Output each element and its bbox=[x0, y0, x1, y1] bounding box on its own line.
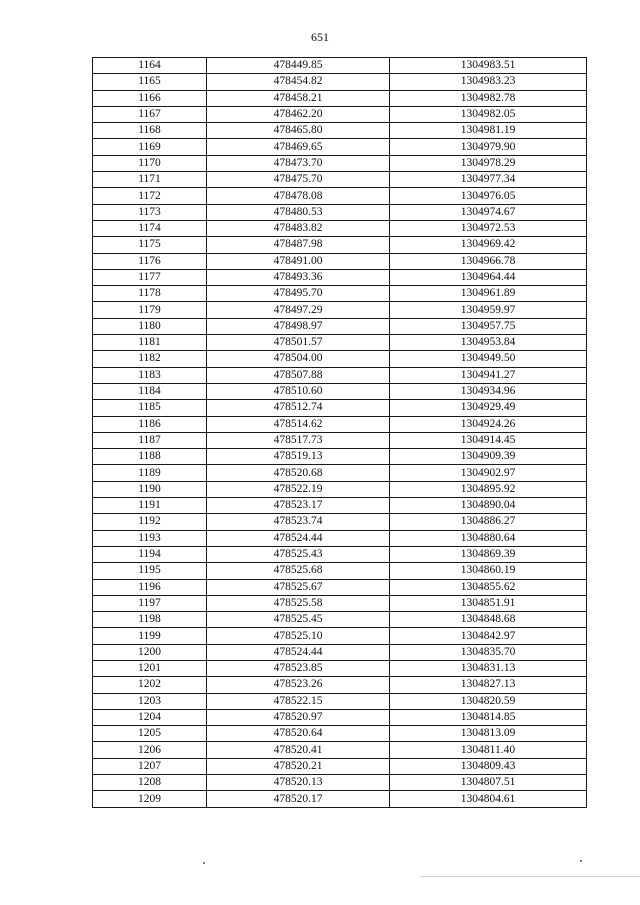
x-coordinate-cell: 478520.64 bbox=[207, 726, 390, 742]
x-coordinate-cell: 478514.62 bbox=[207, 416, 390, 432]
point-number-cell: 1176 bbox=[93, 253, 207, 269]
x-coordinate-cell: 478469.65 bbox=[207, 139, 390, 155]
x-coordinate-cell: 478449.85 bbox=[207, 58, 390, 74]
point-number-cell: 1184 bbox=[93, 383, 207, 399]
point-number-cell: 1197 bbox=[93, 595, 207, 611]
y-coordinate-cell: 1304869.39 bbox=[390, 546, 587, 562]
coordinates-table-body bbox=[93, 58, 587, 808]
x-coordinate-cell: 478487.98 bbox=[207, 237, 390, 253]
point-number-cell: 1168 bbox=[93, 123, 207, 139]
point-number-cell: 1189 bbox=[93, 465, 207, 481]
y-coordinate-cell: 1304959.97 bbox=[390, 302, 587, 318]
point-number-cell: 1170 bbox=[93, 155, 207, 171]
scan-edge-line bbox=[420, 876, 640, 877]
x-coordinate-cell: 478522.15 bbox=[207, 693, 390, 709]
table-row bbox=[93, 432, 587, 448]
point-number-cell: 1209 bbox=[93, 791, 207, 807]
point-number-cell: 1177 bbox=[93, 269, 207, 285]
y-coordinate-cell: 1304983.23 bbox=[390, 74, 587, 90]
table-row bbox=[93, 155, 587, 171]
point-number-cell: 1199 bbox=[93, 628, 207, 644]
y-coordinate-cell: 1304969.42 bbox=[390, 237, 587, 253]
y-coordinate-cell: 1304957.75 bbox=[390, 318, 587, 334]
x-coordinate-cell: 478523.26 bbox=[207, 677, 390, 693]
x-coordinate-cell: 478504.00 bbox=[207, 351, 390, 367]
y-coordinate-cell: 1304979.90 bbox=[390, 139, 587, 155]
y-coordinate-cell: 1304886.27 bbox=[390, 514, 587, 530]
x-coordinate-cell: 478525.43 bbox=[207, 546, 390, 562]
y-coordinate-cell: 1304804.61 bbox=[390, 791, 587, 807]
y-coordinate-cell: 1304964.44 bbox=[390, 269, 587, 285]
x-coordinate-cell: 478465.80 bbox=[207, 123, 390, 139]
table-row bbox=[93, 481, 587, 497]
table-row bbox=[93, 465, 587, 481]
point-number-cell: 1191 bbox=[93, 498, 207, 514]
y-coordinate-cell: 1304982.78 bbox=[390, 90, 587, 106]
table-row bbox=[93, 204, 587, 220]
y-coordinate-cell: 1304977.34 bbox=[390, 172, 587, 188]
x-coordinate-cell: 478525.10 bbox=[207, 628, 390, 644]
table-row bbox=[93, 302, 587, 318]
x-coordinate-cell: 478520.21 bbox=[207, 758, 390, 774]
point-number-cell: 1194 bbox=[93, 546, 207, 562]
table-row bbox=[93, 628, 587, 644]
y-coordinate-cell: 1304851.91 bbox=[390, 595, 587, 611]
y-coordinate-cell: 1304982.05 bbox=[390, 106, 587, 122]
x-coordinate-cell: 478520.13 bbox=[207, 775, 390, 791]
table-row bbox=[93, 123, 587, 139]
x-coordinate-cell: 478480.53 bbox=[207, 204, 390, 220]
table-row bbox=[93, 758, 587, 774]
x-coordinate-cell: 478458.21 bbox=[207, 90, 390, 106]
table-row bbox=[93, 286, 587, 302]
x-coordinate-cell: 478520.68 bbox=[207, 465, 390, 481]
point-number-cell: 1193 bbox=[93, 530, 207, 546]
point-number-cell: 1198 bbox=[93, 612, 207, 628]
x-coordinate-cell: 478501.57 bbox=[207, 335, 390, 351]
x-coordinate-cell: 478524.44 bbox=[207, 530, 390, 546]
table-row bbox=[93, 775, 587, 791]
table-row bbox=[93, 677, 587, 693]
y-coordinate-cell: 1304811.40 bbox=[390, 742, 587, 758]
y-coordinate-cell: 1304949.50 bbox=[390, 351, 587, 367]
table-row bbox=[93, 579, 587, 595]
point-number-cell: 1183 bbox=[93, 367, 207, 383]
y-coordinate-cell: 1304974.67 bbox=[390, 204, 587, 220]
x-coordinate-cell: 478523.74 bbox=[207, 514, 390, 530]
x-coordinate-cell: 478507.88 bbox=[207, 367, 390, 383]
y-coordinate-cell: 1304855.62 bbox=[390, 579, 587, 595]
table-row bbox=[93, 595, 587, 611]
point-number-cell: 1208 bbox=[93, 775, 207, 791]
x-coordinate-cell: 478517.73 bbox=[207, 432, 390, 448]
x-coordinate-cell: 478524.44 bbox=[207, 644, 390, 660]
point-number-cell: 1164 bbox=[93, 58, 207, 74]
point-number-cell: 1174 bbox=[93, 220, 207, 236]
y-coordinate-cell: 1304961.89 bbox=[390, 286, 587, 302]
x-coordinate-cell: 478491.00 bbox=[207, 253, 390, 269]
table-row bbox=[93, 253, 587, 269]
point-number-cell: 1181 bbox=[93, 335, 207, 351]
point-number-cell: 1180 bbox=[93, 318, 207, 334]
y-coordinate-cell: 1304848.68 bbox=[390, 612, 587, 628]
point-number-cell: 1187 bbox=[93, 432, 207, 448]
x-coordinate-cell: 478473.70 bbox=[207, 155, 390, 171]
y-coordinate-cell: 1304902.97 bbox=[390, 465, 587, 481]
y-coordinate-cell: 1304813.09 bbox=[390, 726, 587, 742]
point-number-cell: 1188 bbox=[93, 449, 207, 465]
x-coordinate-cell: 478462.20 bbox=[207, 106, 390, 122]
point-number-cell: 1195 bbox=[93, 563, 207, 579]
y-coordinate-cell: 1304934.96 bbox=[390, 383, 587, 399]
table-row bbox=[93, 449, 587, 465]
scan-artifact-dot bbox=[580, 860, 582, 862]
table-row bbox=[93, 335, 587, 351]
x-coordinate-cell: 478525.45 bbox=[207, 612, 390, 628]
x-coordinate-cell: 478497.29 bbox=[207, 302, 390, 318]
table-row bbox=[93, 351, 587, 367]
y-coordinate-cell: 1304860.19 bbox=[390, 563, 587, 579]
y-coordinate-cell: 1304929.49 bbox=[390, 400, 587, 416]
point-number-cell: 1192 bbox=[93, 514, 207, 530]
y-coordinate-cell: 1304827.13 bbox=[390, 677, 587, 693]
point-number-cell: 1167 bbox=[93, 106, 207, 122]
table-row bbox=[93, 546, 587, 562]
y-coordinate-cell: 1304941.27 bbox=[390, 367, 587, 383]
table-row bbox=[93, 367, 587, 383]
y-coordinate-cell: 1304981.19 bbox=[390, 123, 587, 139]
table-row bbox=[93, 563, 587, 579]
table-row bbox=[93, 318, 587, 334]
table-row bbox=[93, 58, 587, 74]
table-row bbox=[93, 726, 587, 742]
point-number-cell: 1175 bbox=[93, 237, 207, 253]
y-coordinate-cell: 1304831.13 bbox=[390, 660, 587, 676]
y-coordinate-cell: 1304835.70 bbox=[390, 644, 587, 660]
x-coordinate-cell: 478523.17 bbox=[207, 498, 390, 514]
point-number-cell: 1165 bbox=[93, 74, 207, 90]
x-coordinate-cell: 478510.60 bbox=[207, 383, 390, 399]
y-coordinate-cell: 1304972.53 bbox=[390, 220, 587, 236]
x-coordinate-cell: 478495.70 bbox=[207, 286, 390, 302]
x-coordinate-cell: 478520.17 bbox=[207, 791, 390, 807]
table-row bbox=[93, 660, 587, 676]
table-row bbox=[93, 188, 587, 204]
x-coordinate-cell: 478454.82 bbox=[207, 74, 390, 90]
table-row bbox=[93, 514, 587, 530]
x-coordinate-cell: 478520.97 bbox=[207, 709, 390, 725]
point-number-cell: 1190 bbox=[93, 481, 207, 497]
table-row bbox=[93, 106, 587, 122]
y-coordinate-cell: 1304924.26 bbox=[390, 416, 587, 432]
table-row bbox=[93, 172, 587, 188]
point-number-cell: 1178 bbox=[93, 286, 207, 302]
point-number-cell: 1172 bbox=[93, 188, 207, 204]
x-coordinate-cell: 478523.85 bbox=[207, 660, 390, 676]
x-coordinate-cell: 478478.08 bbox=[207, 188, 390, 204]
point-number-cell: 1196 bbox=[93, 579, 207, 595]
table-row bbox=[93, 791, 587, 807]
table-row bbox=[93, 220, 587, 236]
table-row bbox=[93, 269, 587, 285]
y-coordinate-cell: 1304966.78 bbox=[390, 253, 587, 269]
table-row bbox=[93, 237, 587, 253]
y-coordinate-cell: 1304895.92 bbox=[390, 481, 587, 497]
table-row bbox=[93, 612, 587, 628]
y-coordinate-cell: 1304809.43 bbox=[390, 758, 587, 774]
point-number-cell: 1205 bbox=[93, 726, 207, 742]
x-coordinate-cell: 478493.36 bbox=[207, 269, 390, 285]
point-number-cell: 1204 bbox=[93, 709, 207, 725]
y-coordinate-cell: 1304976.05 bbox=[390, 188, 587, 204]
point-number-cell: 1182 bbox=[93, 351, 207, 367]
scan-artifact-dot bbox=[203, 862, 205, 864]
coordinates-table bbox=[92, 57, 587, 808]
point-number-cell: 1186 bbox=[93, 416, 207, 432]
table-row bbox=[93, 400, 587, 416]
table-row bbox=[93, 709, 587, 725]
table-row bbox=[93, 416, 587, 432]
table-row bbox=[93, 139, 587, 155]
x-coordinate-cell: 478483.82 bbox=[207, 220, 390, 236]
table-row bbox=[93, 74, 587, 90]
table-row bbox=[93, 90, 587, 106]
point-number-cell: 1166 bbox=[93, 90, 207, 106]
table-row bbox=[93, 383, 587, 399]
point-number-cell: 1200 bbox=[93, 644, 207, 660]
page-number: 651 bbox=[311, 30, 329, 44]
y-coordinate-cell: 1304880.64 bbox=[390, 530, 587, 546]
y-coordinate-cell: 1304983.51 bbox=[390, 58, 587, 74]
y-coordinate-cell: 1304953.84 bbox=[390, 335, 587, 351]
point-number-cell: 1171 bbox=[93, 172, 207, 188]
table-row bbox=[93, 693, 587, 709]
y-coordinate-cell: 1304890.04 bbox=[390, 498, 587, 514]
y-coordinate-cell: 1304842.97 bbox=[390, 628, 587, 644]
table-row bbox=[93, 644, 587, 660]
y-coordinate-cell: 1304909.39 bbox=[390, 449, 587, 465]
x-coordinate-cell: 478475.70 bbox=[207, 172, 390, 188]
x-coordinate-cell: 478498.97 bbox=[207, 318, 390, 334]
x-coordinate-cell: 478522.19 bbox=[207, 481, 390, 497]
x-coordinate-cell: 478519.13 bbox=[207, 449, 390, 465]
table-row bbox=[93, 498, 587, 514]
point-number-cell: 1185 bbox=[93, 400, 207, 416]
point-number-cell: 1207 bbox=[93, 758, 207, 774]
y-coordinate-cell: 1304814.85 bbox=[390, 709, 587, 725]
point-number-cell: 1206 bbox=[93, 742, 207, 758]
x-coordinate-cell: 478512.74 bbox=[207, 400, 390, 416]
table-row bbox=[93, 742, 587, 758]
point-number-cell: 1201 bbox=[93, 660, 207, 676]
y-coordinate-cell: 1304978.29 bbox=[390, 155, 587, 171]
point-number-cell: 1179 bbox=[93, 302, 207, 318]
x-coordinate-cell: 478525.67 bbox=[207, 579, 390, 595]
point-number-cell: 1173 bbox=[93, 204, 207, 220]
y-coordinate-cell: 1304807.51 bbox=[390, 775, 587, 791]
x-coordinate-cell: 478525.68 bbox=[207, 563, 390, 579]
point-number-cell: 1169 bbox=[93, 139, 207, 155]
y-coordinate-cell: 1304820.59 bbox=[390, 693, 587, 709]
point-number-cell: 1202 bbox=[93, 677, 207, 693]
point-number-cell: 1203 bbox=[93, 693, 207, 709]
x-coordinate-cell: 478525.58 bbox=[207, 595, 390, 611]
y-coordinate-cell: 1304914.45 bbox=[390, 432, 587, 448]
table-row bbox=[93, 530, 587, 546]
x-coordinate-cell: 478520.41 bbox=[207, 742, 390, 758]
